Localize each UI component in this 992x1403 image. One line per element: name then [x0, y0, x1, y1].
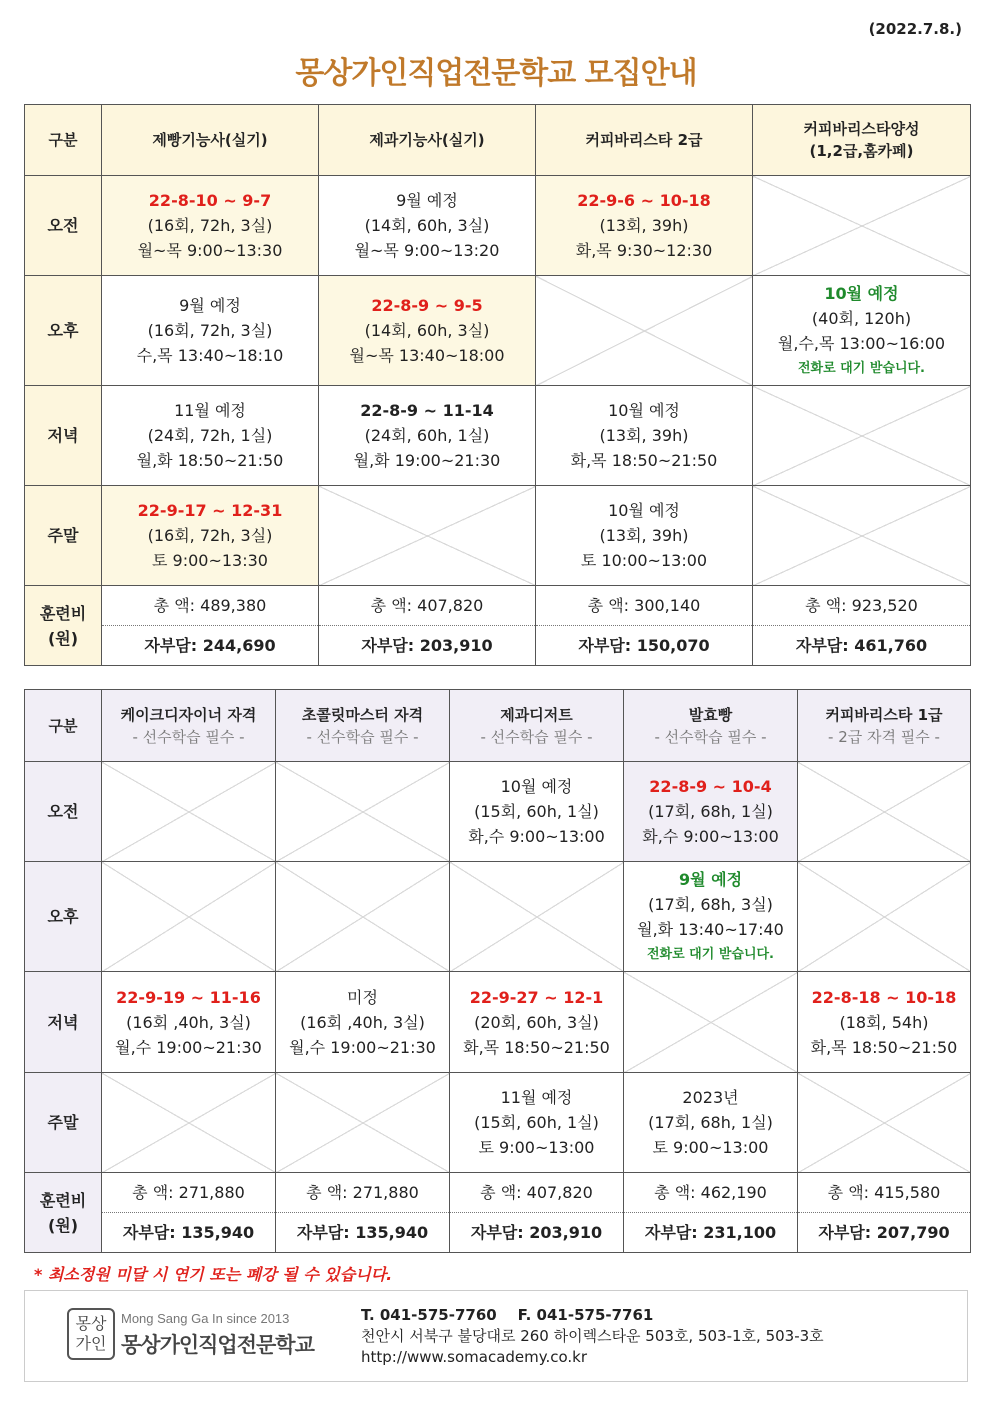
- row-label: 주말: [25, 1073, 102, 1173]
- schedule-table-2: [24, 689, 971, 1253]
- course-header: 커피바리스타양성 (1,2급,홈카페): [753, 105, 971, 176]
- schedule-cell: 11월 예정 (15회, 60h, 1실) 토 9:00~13:00: [450, 1073, 624, 1173]
- row-label: 저녁: [25, 972, 102, 1073]
- course-header: 케이크디자이너 자격 - 선수학습 필수 -: [102, 690, 276, 762]
- row-label: 저녁: [25, 386, 102, 486]
- schedule-cell: 9월 예정 (14회, 60h, 3실) 월~목 9:00~13:20: [319, 176, 536, 276]
- schedule-cell: 22-8-9 ~ 9-5 (14회, 60h, 3실) 월~목 13:40~18:00: [319, 276, 536, 386]
- empty-cell: [102, 862, 276, 972]
- empty-cell: [276, 762, 450, 862]
- fee-self-pay: 자부담: 461,760: [753, 626, 971, 666]
- fee-row-total: [25, 1173, 971, 1213]
- fee-self-pay: 자부담: 135,940: [102, 1213, 276, 1253]
- fee-self-pay: 자부담: 135,940: [276, 1213, 450, 1253]
- address: 천안시 서북구 불당대로 260 하이렉스타운 503호, 503-1호, 503-3호: [361, 1327, 824, 1345]
- empty-cell: [798, 1073, 971, 1173]
- empty-cell: [753, 486, 971, 586]
- schedule-cell: 미정 (16회 ,40h, 3실) 월,수 19:00~21:30: [276, 972, 450, 1073]
- fee-row-total: [25, 586, 971, 626]
- schedule-cell: 22-9-17 ~ 12-31 (16회, 72h, 3실) 토 9:00~13:30: [102, 486, 319, 586]
- empty-cell: [276, 1073, 450, 1173]
- fee-self-pay: 자부담: 231,100: [624, 1213, 798, 1253]
- empty-cell: [753, 386, 971, 486]
- empty-cell: [102, 762, 276, 862]
- course-header: 제과기능사(실기): [319, 105, 536, 176]
- school-name: 몽상가인직업전문학교: [121, 1333, 314, 1357]
- fee-total: 총 액: 271,880: [276, 1173, 450, 1213]
- table-row: [25, 486, 971, 586]
- page-title: 몽상가인직업전문학교 모집안내: [295, 56, 697, 91]
- schedule-cell: 10월 예정 (15회, 60h, 1실) 화,수 9:00~13:00: [450, 762, 624, 862]
- table-row: [25, 762, 971, 862]
- schedule-cell: 22-8-9 ~ 10-4 (17회, 68h, 1실) 화,수 9:00~13:00: [624, 762, 798, 862]
- website-link[interactable]: http://www.somacademy.co.kr: [361, 1348, 588, 1366]
- empty-cell: [798, 862, 971, 972]
- footnote: * 최소정원 미달 시 연기 또는 폐강 될 수 있습니다.: [34, 1265, 393, 1284]
- footer: [24, 1290, 968, 1382]
- fee-self-pay: 자부담: 203,910: [319, 626, 536, 666]
- fee-label: 훈련비 (원): [25, 1173, 102, 1253]
- empty-cell: [450, 862, 624, 972]
- empty-cell: [798, 762, 971, 862]
- schedule-cell: 22-9-27 ~ 12-1 (20회, 60h, 3실) 화,목 18:50~21:50: [450, 972, 624, 1073]
- fee-total: 총 액: 489,380: [102, 586, 319, 626]
- table-row: [25, 386, 971, 486]
- fee-total: 총 액: 271,880: [102, 1173, 276, 1213]
- schedule-cell: 22-8-9 ~ 11-14 (24회, 60h, 1실) 월,화 19:00~21:30: [319, 386, 536, 486]
- row-label: 오후: [25, 862, 102, 972]
- empty-cell: [753, 176, 971, 276]
- schedule-cell: 10월 예정 (13회, 39h) 토 10:00~13:00: [536, 486, 753, 586]
- empty-cell: [536, 276, 753, 386]
- schedule-cell: 22-8-18 ~ 10-18 (18회, 54h) 화,목 18:50~21:50: [798, 972, 971, 1073]
- row-label: 오전: [25, 176, 102, 276]
- fee-self-pay: 자부담: 244,690: [102, 626, 319, 666]
- table-row: [25, 176, 971, 276]
- corner-cell: 구분: [25, 105, 102, 176]
- fee-total: 총 액: 407,820: [319, 586, 536, 626]
- fee-self-pay: 자부담: 150,070: [536, 626, 753, 666]
- schedule-cell: 10월 예정 (40회, 120h) 월,수,목 13:00~16:00 전화로 대기 받습니다.: [753, 276, 971, 386]
- school-logo-icon: 몽상 가인: [67, 1308, 115, 1360]
- corner-cell: 구분: [25, 690, 102, 762]
- course-header: 발효빵 - 선수학습 필수 -: [624, 690, 798, 762]
- row-label: 오후: [25, 276, 102, 386]
- course-header: 초콜릿마스터 자격 - 선수학습 필수 -: [276, 690, 450, 762]
- schedule-cell: 10월 예정 (13회, 39h) 화,목 18:50~21:50: [536, 386, 753, 486]
- empty-cell: [276, 862, 450, 972]
- fee-total: 총 액: 415,580: [798, 1173, 971, 1213]
- row-label: 주말: [25, 486, 102, 586]
- document-date: (2022.7.8.): [868, 20, 962, 38]
- table-row: [25, 972, 971, 1073]
- row-label: 오전: [25, 762, 102, 862]
- fee-row-self: [25, 1213, 971, 1253]
- fee-total: 총 액: 300,140: [536, 586, 753, 626]
- schedule-table-1: [24, 104, 971, 666]
- course-header: 커피바리스타 2급: [536, 105, 753, 176]
- fee-total: 총 액: 407,820: [450, 1173, 624, 1213]
- table-row: [25, 1073, 971, 1173]
- course-header: 제빵기능사(실기): [102, 105, 319, 176]
- empty-cell: [102, 1073, 276, 1173]
- schedule-cell: 9월 예정 (17회, 68h, 3실) 월,화 13:40~17:40 전화로 대기 받습니다.: [624, 862, 798, 972]
- contact-info: [361, 1305, 824, 1368]
- course-header: 커피바리스타 1급 - 2급 자격 필수 -: [798, 690, 971, 762]
- schedule-cell: 22-9-19 ~ 11-16 (16회 ,40h, 3실) 월,수 19:00~21:30: [102, 972, 276, 1073]
- schedule-cell: 9월 예정 (16회, 72h, 3실) 수,목 13:40~18:10: [102, 276, 319, 386]
- fee-total: 총 액: 462,190: [624, 1173, 798, 1213]
- table-row: [25, 862, 971, 972]
- schedule-cell: 22-9-6 ~ 10-18 (13회, 39h) 화,목 9:30~12:30: [536, 176, 753, 276]
- empty-cell: [624, 972, 798, 1073]
- phone-fax: T. 041-575-7760 F. 041-575-7761: [361, 1306, 654, 1324]
- course-header: 제과디저트 - 선수학습 필수 -: [450, 690, 624, 762]
- empty-cell: [319, 486, 536, 586]
- fee-self-pay: 자부담: 207,790: [798, 1213, 971, 1253]
- schedule-cell: 22-8-10 ~ 9-7 (16회, 72h, 3실) 월~목 9:00~13:30: [102, 176, 319, 276]
- schedule-cell: 2023년 (17회, 68h, 1실) 토 9:00~13:00: [624, 1073, 798, 1173]
- table-row: [25, 276, 971, 386]
- fee-label: 훈련비 (원): [25, 586, 102, 666]
- schedule-cell: 11월 예정 (24회, 72h, 1실) 월,화 18:50~21:50: [102, 386, 319, 486]
- fee-self-pay: 자부담: 203,910: [450, 1213, 624, 1253]
- fee-row-self: [25, 626, 971, 666]
- logo-tagline: Mong Sang Ga In since 2013: [121, 1311, 290, 1326]
- fee-total: 총 액: 923,520: [753, 586, 971, 626]
